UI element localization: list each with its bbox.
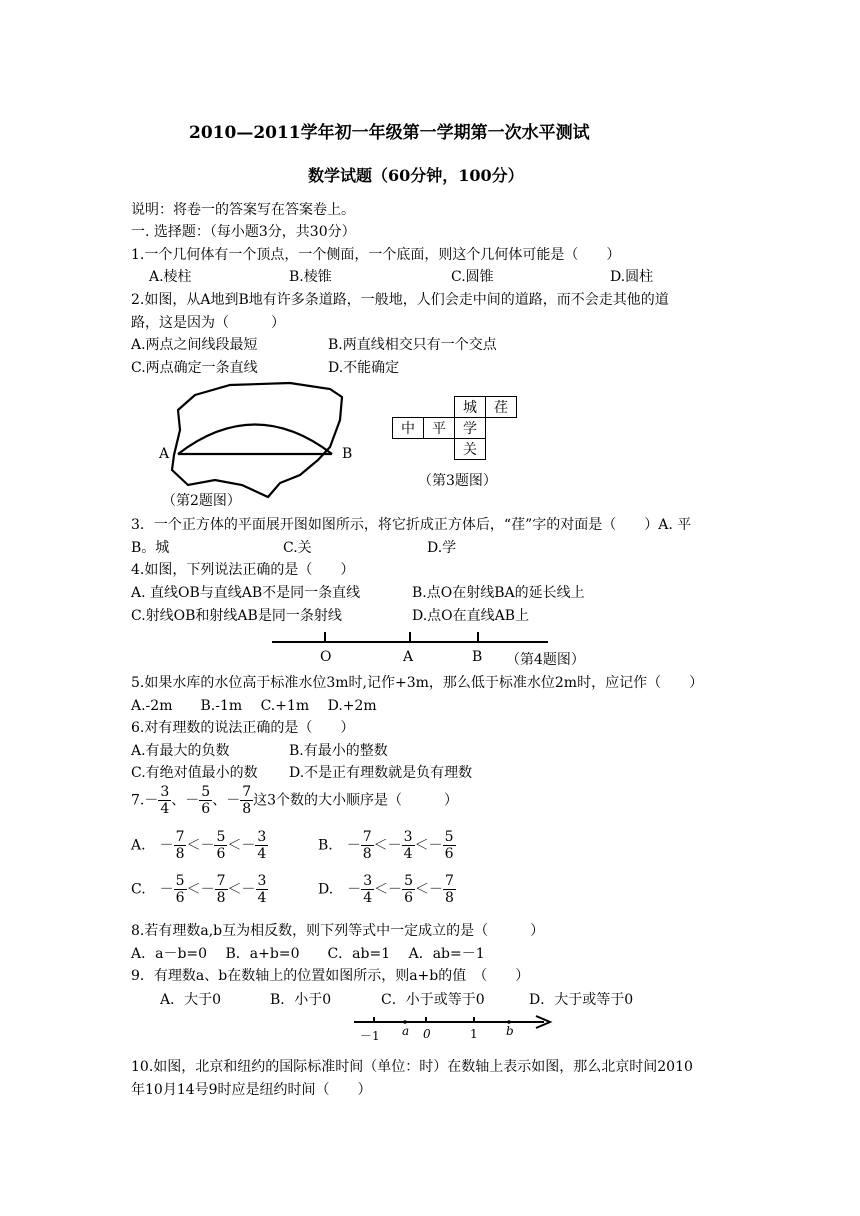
q2-option-b: B.两直线相交只有一个交点 <box>328 337 497 353</box>
q6-stem: 6.对有理数的说法正确的是（ ） <box>131 720 355 736</box>
q4-label-b: B <box>472 649 483 665</box>
q7-label-b: B. <box>318 837 333 854</box>
q3-caption: （第3题图） <box>418 473 497 489</box>
q5-stem: 5.如果水库的水位高于标准水位3m时,记作+3m，那么低于标准水位2m时，应记作（ ） <box>131 675 704 691</box>
q2-stem-line1: 2.如图，从A地到B地有许多条道路，一般地，人们会走中间的道路，而不会走其他的道 <box>131 292 669 308</box>
fraction-3-4: $\frac{3}{4}$ <box>160 784 170 817</box>
q9-option-c: C．小于或等于0 <box>381 992 485 1008</box>
net-cell: 荏 <box>486 397 517 418</box>
q9-label-b: b <box>506 1024 514 1038</box>
q7-label-d: D. <box>318 881 334 898</box>
q4-option-d: D.点O在直线AB上 <box>412 608 530 624</box>
q7-label-c: C. <box>131 881 146 898</box>
q7-option-b: B. － $\frac{7}{8}$ ＜－ $\frac{3}{4}$ ＜－ $\frac{5}{6}$ <box>318 829 454 862</box>
page-subtitle: 数学试题（60分钟，100分） <box>308 166 524 185</box>
fraction-7-8: $\frac{7}{8}$ <box>242 784 252 817</box>
section-heading: 一. 选择题：（每小题3分，共30分） <box>131 224 356 240</box>
net-cell: 城 <box>455 397 486 418</box>
q1-option-c: C.圆锥 <box>451 269 494 285</box>
q9-number-line <box>352 1013 554 1031</box>
q9-label-minus1: －1 <box>360 1029 380 1043</box>
q9-label-a: a <box>402 1024 410 1038</box>
q2-option-d: D.不能确定 <box>328 360 400 376</box>
q6-option-c: C.有绝对值最小的数 <box>131 765 258 781</box>
q10-stem-line2: 年10月14号9时应是纽约时间（ ） <box>131 1082 372 1098</box>
q4-caption: （第4题图） <box>506 652 585 668</box>
q2-curved-road <box>178 425 332 455</box>
q6-option-d: D.不是正有理数就是负有理数 <box>289 765 473 781</box>
q7-prefix: 7. <box>131 792 145 809</box>
q9-stem: 9．有理数a、b在数轴上的位置如图所示，则a+b的值 （ ） <box>131 968 530 984</box>
q3-stem: 3．一个正方体的平面展开图如图所示，将它折成正方体后，“荏”字的对面是（ ）A. 平 <box>131 517 692 533</box>
q2-point-a-label: A <box>159 446 170 462</box>
instruction: 说明：将卷一的答案写在答案卷上。 <box>131 202 355 218</box>
q4-label-a: A <box>403 649 414 665</box>
net-cell: 学 <box>455 418 486 439</box>
page-title: 2010—2011学年初一年级第一学期第一次水平测试 <box>189 123 590 143</box>
q2-figure <box>150 375 370 505</box>
q6-option-a: A.有最大的负数 <box>131 743 230 759</box>
q7-suffix: 这3个数的大小顺序是（ ） <box>253 792 459 809</box>
q10-stem-line1: 10.如图，北京和纽约的国际标准时间（单位：时）在数轴上表示如图，那么北京时间2010 <box>131 1059 693 1075</box>
q1-option-d: D.圆柱 <box>610 269 654 285</box>
q7-option-d: D. － $\frac{3}{4}$ ＜－ $\frac{5}{6}$ ＜－ $\frac{7}{8}$ <box>318 873 454 906</box>
q2-point-b-label: B <box>342 446 353 462</box>
net-cell: 关 <box>455 439 486 460</box>
q9-option-a: A．大于0 <box>160 992 222 1008</box>
q1-stem: 1.一个几何体有一个顶点，一个侧面，一个底面，则这个几何体可能是（ ） <box>131 247 621 263</box>
q4-option-b: B.点O在射线BA的延长线上 <box>412 585 585 601</box>
q3-option-c: C.关 <box>283 540 312 556</box>
q7-label-a: A. <box>131 837 146 854</box>
q7-option-c: C. － $\frac{5}{6}$ ＜－ $\frac{7}{8}$ ＜－ $\frac{3}{4}$ <box>131 873 267 906</box>
q8-stem: 8.若有理数a,b互为相反数，则下列等式中一定成立的是（ ） <box>131 923 545 939</box>
q7-option-a: A. － $\frac{7}{8}$ ＜－ $\frac{5}{6}$ ＜－ $\frac{3}{4}$ <box>131 829 267 862</box>
q4-option-a: A. 直线OB与直线AB不是同一条直线 <box>131 585 361 601</box>
fraction-5-6: $\frac{5}{6}$ <box>201 784 211 817</box>
q9-option-b: B．小于0 <box>270 992 332 1008</box>
q4-line-figure <box>270 628 552 648</box>
q4-stem: 4.如图，下列说法正确的是（ ） <box>131 562 355 578</box>
q9-label-0: 0 <box>423 1027 431 1041</box>
q9-option-d: D．大于或等于0 <box>529 992 634 1008</box>
q3-option-d: D.学 <box>427 540 457 556</box>
q2-stem-line2: 路，这是因为（ ） <box>131 315 285 331</box>
net-cell: 中 <box>393 418 424 439</box>
q4-option-c: C.射线OB和射线AB是同一条射线 <box>131 608 342 624</box>
q9-label-1: 1 <box>470 1027 478 1041</box>
q6-option-b: B.有最小的整数 <box>289 743 388 759</box>
q1-option-a: A.棱柱 <box>149 269 192 285</box>
q3-cube-net <box>392 396 517 460</box>
net-cell: 平 <box>424 418 455 439</box>
q4-label-o: O <box>320 649 332 665</box>
q7-stem: 7.－ $\frac{3}{4}$ 、－ $\frac{5}{6}$ 、－ $\frac{7}{8}$ 这3个数的大小顺序是（ ） <box>131 784 459 817</box>
q2-option-c: C.两点确定一条直线 <box>131 360 258 376</box>
q2-caption: （第2题图） <box>162 493 241 509</box>
q5-options: A.-2m B.-1m C.+1m D.+2m <box>131 698 377 714</box>
q2-option-a: A.两点之间线段最短 <box>131 337 258 353</box>
q1-option-b: B.棱锥 <box>289 269 332 285</box>
q8-options: A．a－b=0 B．a+b=0 C．ab=1 A．ab=－1 <box>131 946 485 962</box>
q3-option-b: B。城 <box>131 540 170 556</box>
